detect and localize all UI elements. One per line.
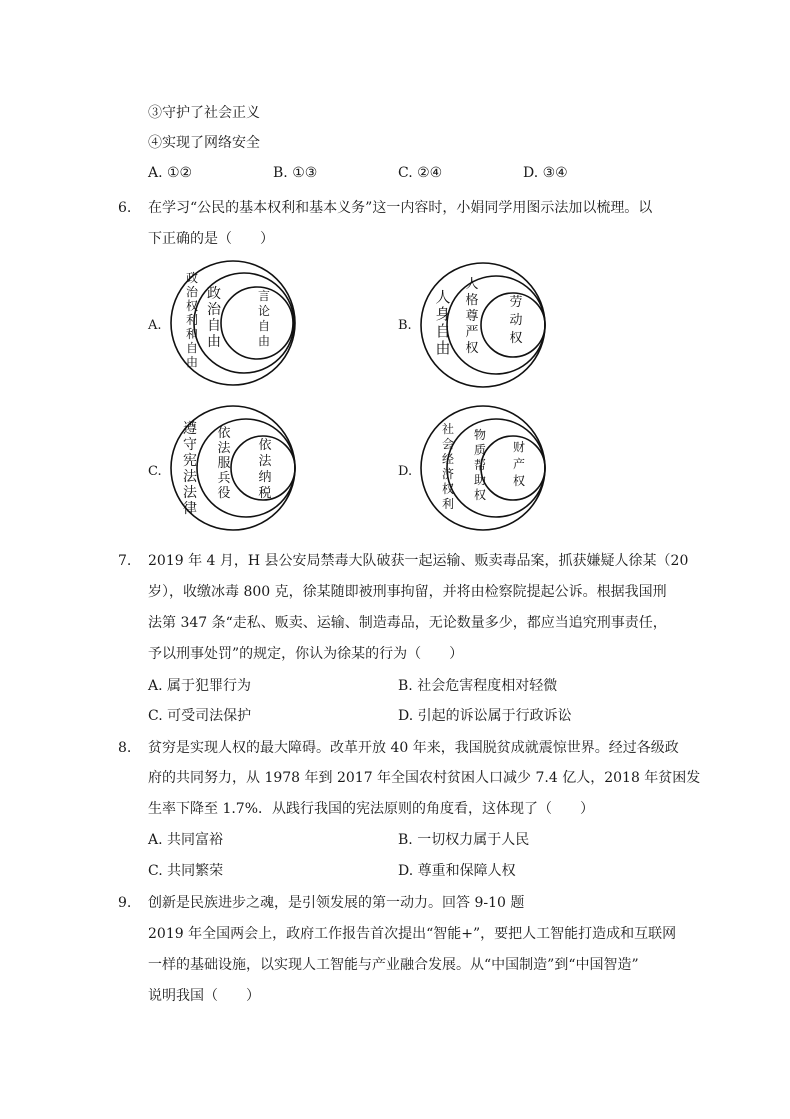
diagram-d-middle-text-char: 物 <box>473 428 487 442</box>
option-b: B. ①③ <box>273 165 318 181</box>
option-a: A. ①② <box>148 165 193 181</box>
q9-stem-line2: 2019 年全国两会上，政府工作报告首次提出“智能+”，要把人工智能打造成和互联网 <box>148 926 677 942</box>
diagram-c-inner-text-char: 纳 <box>258 470 272 485</box>
diagram-c-inner-text-char: 税 <box>258 486 272 501</box>
diagram-b-middle-circle <box>447 276 545 374</box>
diagram-d-middle-text <box>474 427 486 502</box>
diagram-b-inner-text-char: 动 <box>509 313 523 328</box>
diagram-c-middle-text <box>217 425 231 501</box>
diagram-b <box>418 260 548 390</box>
diagram-b-outer-text-char: 由 <box>435 339 451 357</box>
diagram-a-outer-text-char: 利 <box>185 313 199 327</box>
diagram-d-outer-text-char: 权 <box>441 482 455 496</box>
q9-stem-line1: 创新是民族进步之魂，是引领发展的第一动力。回答 9-10 题 <box>148 895 525 911</box>
diagram-c-outer-text-char: 宪 <box>183 453 197 469</box>
diagram-a-inner-text-char: 论 <box>257 304 271 318</box>
diagram-a-middle-text-char: 由 <box>207 334 221 350</box>
diagram-c-outer-text <box>183 421 198 517</box>
diagram-d-inner-text-char: 权 <box>512 474 526 488</box>
q8-stem-line2: 府的共同努力，从 1978 年到 2017 年全国农村贫困人口减少 7.4 亿人，2018 年贫困发 <box>148 770 701 786</box>
diagram-c-middle-text-char: 服 <box>217 456 231 471</box>
diagram-b-middle-text-char: 格 <box>465 293 479 308</box>
diagram-a <box>168 258 298 388</box>
diagram-a-outer-text-char: 权 <box>185 299 199 313</box>
diagram-d-outer-text-char: 社 <box>441 422 455 436</box>
diagram-c-middle-circle <box>197 419 295 517</box>
diagram-d-middle-text-char: 助 <box>473 473 487 487</box>
diagram-d-outer-text-char: 济 <box>441 467 455 481</box>
diagram-d-label: D. <box>398 464 413 479</box>
diagram-b-inner-text <box>509 295 522 346</box>
diagram-a-outer-text-char: 自 <box>185 341 199 355</box>
option-d: D. ③④ <box>523 165 568 181</box>
diagram-d-middle-text-char: 帮 <box>473 458 487 472</box>
q7-stem-line2: 岁），收缴冰毒 800 克，徐某随即被刑事拘留，并将由检察院提起公诉。根据我国刑 <box>148 584 667 600</box>
diagram-a-outer-text-char: 政 <box>185 271 199 285</box>
q7-option-c: C. 可受司法保护 <box>148 708 252 724</box>
q8-option-a: A. 共同富裕 <box>148 832 224 848</box>
q7-stem-line1: 2019 年 4 月，H 县公安局禁毒大队破获一起运输、贩卖毒品案，抓获嫌疑人徐某（20 <box>148 553 689 569</box>
statement-3: ③守护了社会正义 <box>148 105 260 121</box>
diagram-b-inner-text-char: 劳 <box>509 295 523 310</box>
diagram-b-outer-text-char: 人 <box>435 288 451 306</box>
diagram-c-inner-text-char: 法 <box>258 454 272 469</box>
diagram-a-outer-text-char: 由 <box>185 355 199 369</box>
q8-option-b: B. 一切权力属于人民 <box>398 832 530 848</box>
diagram-d-middle-text-char: 权 <box>473 488 487 502</box>
option-c: C. ②④ <box>398 165 443 181</box>
diagram-d-middle-circle <box>447 419 545 517</box>
q8-stem-line1: 贫穷是实现人权的最大障碍。改革开放 40 年来，我国脱贫成就震惊世界。经过各级政 <box>148 740 679 756</box>
diagram-c-outer-text-char: 律 <box>183 501 197 517</box>
diagram-a-outer-text-char: 治 <box>185 285 199 299</box>
diagram-b-middle-text-char: 严 <box>465 325 479 340</box>
diagram-b-outer-text-char: 自 <box>435 322 451 340</box>
q7-option-a: A. 属于犯罪行为 <box>148 678 252 694</box>
diagram-b-middle-text-char: 尊 <box>465 309 479 324</box>
diagram-d-inner-text <box>513 439 525 488</box>
diagram-a-middle-text-char: 治 <box>207 302 221 318</box>
diagram-c-label: C. <box>148 464 162 479</box>
diagram-a-middle-text-char: 政 <box>207 286 221 302</box>
q7-stem-line4: 予以刑事处罚”的规定，你认为徐某的行为（ ） <box>148 646 464 662</box>
diagram-c-outer-text-char: 法 <box>183 469 197 485</box>
diagram-a-outer-text <box>186 270 199 369</box>
diagram-d-outer-text <box>442 421 454 511</box>
diagram-c-outer-text-char: 守 <box>183 437 197 453</box>
diagram-b-middle-text-char: 人 <box>465 277 479 292</box>
diagram-c-middle-text-char: 依 <box>217 426 231 441</box>
diagram-b-outer-text-char: 身 <box>435 305 451 323</box>
q7-option-d: D. 引起的诉讼属于行政诉讼 <box>398 708 572 724</box>
diagram-a-inner-text-char: 由 <box>257 334 271 348</box>
diagram-a-outer-text-char: 和 <box>185 327 199 341</box>
q6-stem-line1: 在学习“公民的基本权利和基本义务”这一内容时，小娟同学用图示法加以梳理。以 <box>148 200 653 216</box>
diagram-d <box>418 403 548 533</box>
question-number-9: 9. <box>118 895 132 911</box>
diagram-d-inner-text-char: 财 <box>512 440 526 454</box>
diagram-c-inner-text-char: 依 <box>258 438 272 453</box>
diagram-c-inner-text <box>258 437 272 501</box>
diagram-c-outer-text-char: 法 <box>183 485 197 501</box>
diagram-c-middle-text-char: 役 <box>217 486 231 501</box>
q7-stem-line3: 法第 347 条“走私、贩卖、运输、制造毒品，无论数量多少，都应当追究刑事责任， <box>148 615 667 631</box>
question-number-8: 8. <box>118 740 132 756</box>
diagram-a-label: A. <box>148 318 162 333</box>
diagram-c-outer-text-char: 遵 <box>183 421 197 437</box>
diagram-c <box>168 403 298 533</box>
q9-stem-line3: 一样的基础设施，以实现人工智能与产业融合发展。从“中国制造”到“中国智造” <box>148 957 639 973</box>
diagram-a-middle-text <box>207 286 222 350</box>
diagram-a-inner-text-char: 言 <box>257 289 271 303</box>
diagram-b-label: B. <box>398 318 412 333</box>
diagram-d-middle-text-char: 质 <box>473 443 487 457</box>
diagram-d-inner-text-char: 产 <box>512 457 526 471</box>
diagram-d-outer-text-char: 经 <box>441 452 455 466</box>
statement-4: ④实现了网络安全 <box>148 135 260 151</box>
q8-option-d: D. 尊重和保障人权 <box>398 863 516 879</box>
diagram-b-middle-text-char: 权 <box>465 341 479 356</box>
q7-option-b: B. 社会危害程度相对轻微 <box>398 678 558 694</box>
diagram-b-middle-text <box>465 277 478 356</box>
q6-stem-line2: 下正确的是（ ） <box>148 231 274 247</box>
diagram-a-middle-text-char: 自 <box>207 318 221 334</box>
diagram-b-inner-text-char: 权 <box>509 331 523 346</box>
diagram-b-outer-text <box>435 288 450 357</box>
diagram-d-outer-text-char: 利 <box>441 497 455 511</box>
q9-stem-line4: 说明我国（ ） <box>148 988 260 1004</box>
diagram-a-inner-text <box>258 288 270 348</box>
q8-stem-line3: 生率下降至 1.7%．从践行我国的宪法原则的角度看，这体现了（ ） <box>148 801 595 817</box>
diagram-a-inner-text-char: 自 <box>257 319 271 333</box>
diagram-c-middle-text-char: 兵 <box>217 471 231 486</box>
diagram-c-middle-text-char: 法 <box>217 441 231 456</box>
question-number-7: 7. <box>118 553 132 569</box>
diagram-d-outer-text-char: 会 <box>441 437 455 451</box>
question-number-6: 6. <box>118 200 132 216</box>
q8-option-c: C. 共同繁荣 <box>148 863 224 879</box>
